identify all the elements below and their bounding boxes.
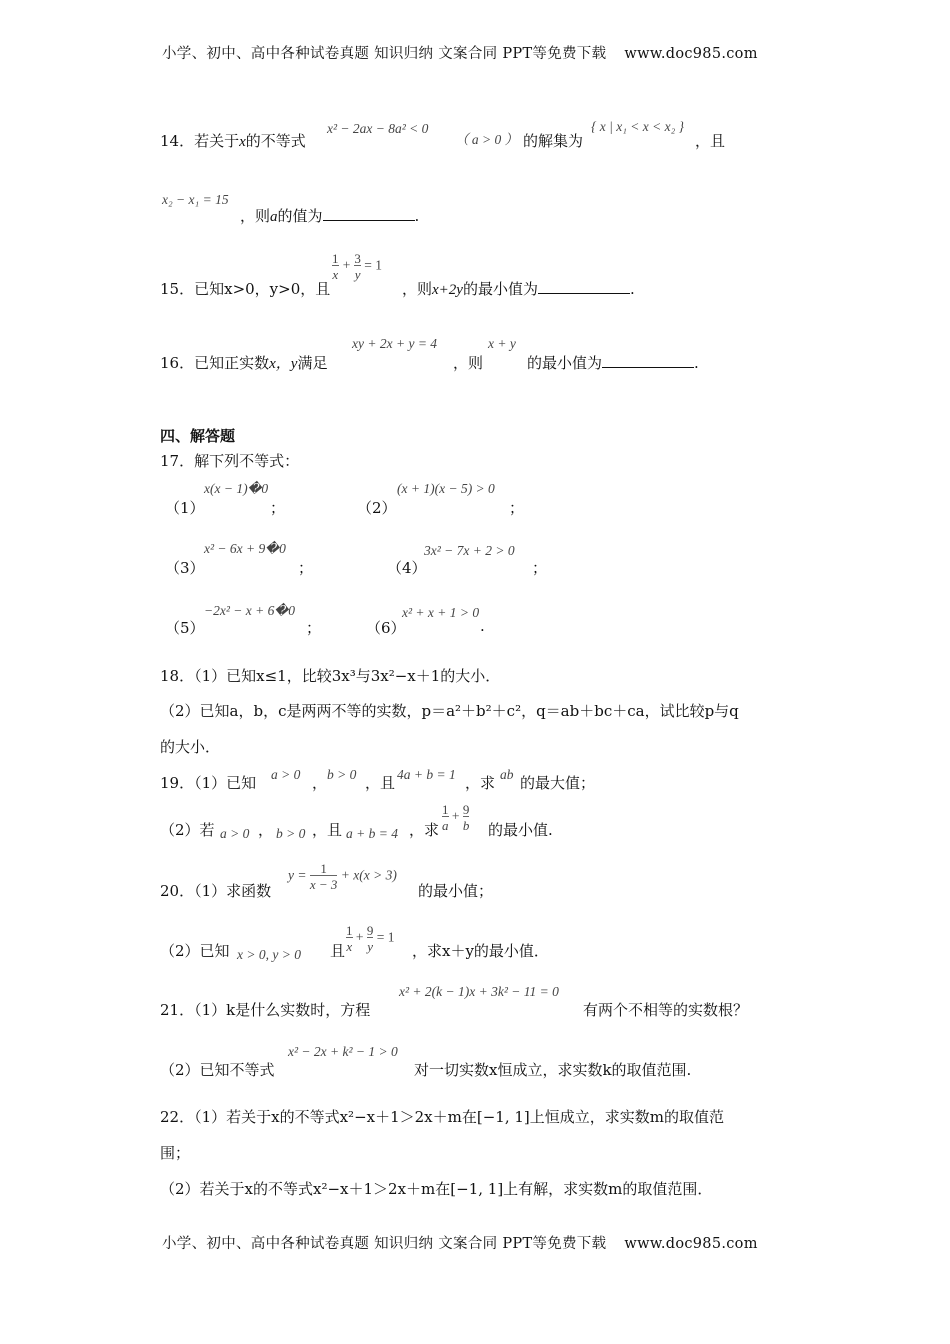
q19-d2: b > 0 <box>276 826 306 841</box>
q21-part2-end: 对一切实数x恒成立，求实数k的取值范围. <box>414 1061 692 1079</box>
question-16 <box>160 352 327 373</box>
page-footer <box>162 1232 758 1253</box>
q15-text: 的最小值为 <box>462 280 538 298</box>
q19-part1-start: 19．（1）已知 <box>160 774 257 792</box>
q14-inequality: x² − 2ax − 8a² < 0 <box>327 121 429 136</box>
q20-f-den: x − 3 <box>309 877 338 892</box>
q20-fraction-eq: $\frac{1}{x}$ + $\frac{9}{y}$ = 1 <box>346 923 395 954</box>
q20-part2-end: ，求x＋y的最小值． <box>412 942 549 960</box>
q15-eq: = 1 <box>364 257 382 273</box>
q17-item-3-expr: x² − 6x + 9�0 <box>204 541 286 556</box>
q14-answer-blank[interactable] <box>323 206 415 221</box>
q19-c1: a > 0 <box>271 767 301 782</box>
q19-d3: a + b = 4 <box>346 826 398 841</box>
q14-text: 若关于 <box>194 132 240 150</box>
question-14-line1 <box>160 130 306 151</box>
q17-item-2-label: （2） <box>357 499 397 517</box>
q20-eq: = 1 <box>376 929 395 945</box>
q20-cond: x > 0, y > 0 <box>237 947 301 962</box>
q16-text: 已知正实数 <box>194 354 270 372</box>
q20-part2-start: （2）已知 <box>160 942 230 960</box>
q15-text: 已知 <box>194 280 225 298</box>
q15-fraction-equation <box>332 252 382 281</box>
header-text: 小学、初中、高中各种试卷真题 知识归纳 文案合同 PPT等免费下载 <box>162 46 607 62</box>
q20-function <box>288 862 397 891</box>
q20-f-num: 1 <box>320 861 327 876</box>
q16-expr: x + y <box>488 336 516 351</box>
q18-part1: 18．（1）已知x≤1，比较3x³与3x²−x＋1的大小． <box>160 667 501 685</box>
q15-text: ，则 <box>402 280 433 298</box>
q16-post: ，则 <box>453 354 484 372</box>
footer-text: 小学、初中、高中各种试卷真题 知识归纳 文案合同 PPT等免费下载 <box>162 1236 607 1252</box>
q14-a-var: a <box>270 209 278 225</box>
q17-item-2-expr: (x + 1)(x − 5) > 0 <box>397 481 495 496</box>
q15-f1-den: x <box>332 267 339 282</box>
q19-and2: ，且 <box>312 821 343 839</box>
q17-item-1-end: ； <box>270 499 286 517</box>
q22-part1-cont: 围； <box>160 1144 191 1162</box>
q17-item-3-end: ； <box>298 559 314 577</box>
q21-part2-start: （2）已知不等式 <box>160 1061 275 1079</box>
q17-item-6-label: （6） <box>366 619 406 637</box>
q21-part1-start: 21．（1）k是什么实数时，方程 <box>160 1001 371 1019</box>
q14-tail: ，且 <box>695 132 726 150</box>
q17-item-4-end: ； <box>532 559 548 577</box>
q15-answer-blank[interactable] <box>538 279 630 294</box>
q17-item-4-expr: 3x² − 7x + 2 > 0 <box>424 543 515 558</box>
q19-c3: 4a + b = 1 <box>397 767 456 782</box>
q15-end: . <box>629 280 635 298</box>
q19-f2-den: b <box>462 818 470 833</box>
q19-comma: ， <box>312 774 328 792</box>
q17-item-1-label: （1） <box>165 499 205 517</box>
question-14-line2 <box>240 205 419 226</box>
q20-rest: + x(x > 3) <box>340 867 397 883</box>
q20-and: 且 <box>330 942 346 960</box>
q21-equation: x² + 2(k − 1)x + 3k² − 11 = 0 <box>399 984 559 999</box>
q20-f2-den: y <box>367 939 374 954</box>
q20-y: y = <box>288 867 307 883</box>
q19-ask: ab <box>500 767 514 782</box>
section-title: 四、解答题 <box>160 427 236 445</box>
q17-item-5-expr: −2x² − x + 6�0 <box>204 603 295 618</box>
q18-part2-cont: 的大小． <box>160 738 221 756</box>
q17-item-6-end: . <box>480 617 485 635</box>
q21-inequality: x² − 2x + k² − 1 > 0 <box>288 1044 398 1059</box>
q14-cond2: x₂ − x₁ = 15 <box>162 192 229 207</box>
q14-text-solution: 的解集为 <box>523 132 584 150</box>
q19-ask2-pre: ，求 <box>409 821 440 839</box>
q14-text: 的值为 <box>277 207 323 225</box>
q19-part1-end: 的最大值； <box>520 774 596 792</box>
q17-item-5-end: ； <box>306 619 322 637</box>
q17-item-2-end: ； <box>509 499 525 517</box>
q14-text: ，则 <box>240 207 271 225</box>
q22-part1: 22．（1）若关于x的不等式x²−x＋1＞2x＋m在[−1, 1]上恒成立，求实数m的取值范 <box>160 1108 724 1126</box>
q15-cond: x>0，y>0，且 <box>224 280 331 298</box>
q14-condition: （ a > 0 ） <box>455 132 519 147</box>
q19-f1-num: 1 <box>442 802 449 817</box>
q19-comma2: ， <box>258 821 274 839</box>
q19-c2: b > 0 <box>327 767 357 782</box>
footer-site[interactable]: www.doc985.com <box>624 1236 758 1252</box>
q20-f2-num: 9 <box>366 923 374 938</box>
q14-set: { x | x₁ < x < x₂ } <box>591 119 685 134</box>
q15-plus: + <box>341 257 351 273</box>
q15-number: 15． <box>160 280 195 298</box>
q16-tail <box>527 352 699 373</box>
q19-d1: a > 0 <box>220 826 250 841</box>
q16-text: 满足 <box>297 354 328 372</box>
q15-tail <box>402 278 635 299</box>
q16-text: 的最小值为 <box>527 354 603 372</box>
q15-expr: x+2y <box>432 282 463 298</box>
q17-item-1-expr: x(x − 1)�0 <box>204 481 269 496</box>
q14-end: . <box>414 207 420 225</box>
q19-fraction-sum: $\frac{1}{a}$ + $\frac{9}{b}$ <box>442 802 470 833</box>
q16-number: 16． <box>160 354 195 372</box>
q19-and: ，且 <box>365 774 396 792</box>
q15-f1-num: 1 <box>332 251 339 266</box>
q19-f2-num: 9 <box>462 802 470 817</box>
q20-f1-den: x <box>346 939 353 954</box>
q20-part1-start: 20．（1）求函数 <box>160 882 272 900</box>
q16-end: . <box>694 354 699 372</box>
q15-f2-den: y <box>354 267 361 282</box>
q15-f2-num: 3 <box>354 251 361 266</box>
q19-ask-pre: ，求 <box>465 774 496 792</box>
q19-f1-den: a <box>442 818 449 833</box>
page-header <box>162 42 758 63</box>
header-site[interactable]: www.doc985.com <box>624 46 758 62</box>
question-15 <box>160 278 330 299</box>
q19-part2-end: 的最小值. <box>488 821 553 839</box>
q16-equation: xy + 2x + y = 4 <box>352 336 438 351</box>
q14-number: 14． <box>160 132 195 150</box>
q20-part1-end: 的最小值； <box>418 882 494 900</box>
q14-var: x <box>239 134 246 150</box>
q17-item-3-label: （3） <box>165 559 205 577</box>
q17-title: 17．解下列不等式： <box>160 452 300 470</box>
q17-item-5-label: （5） <box>165 619 205 637</box>
q19-part2-start: （2）若 <box>160 821 215 839</box>
q17-item-4-label: （4） <box>387 559 427 577</box>
q21-part1-end: 有两个不相等的实数根？ <box>583 1001 749 1019</box>
q18-part2: （2）已知a，b，c是两两不等的实数，p＝a²＋b²＋c²，q＝ab＋bc＋ca，试比较p与q <box>160 702 739 720</box>
q16-answer-blank[interactable] <box>602 353 694 368</box>
q22-part2: （2）若关于x的不等式x²−x＋1＞2x＋m在[−1, 1]上有解，求实数m的取值范围． <box>160 1180 713 1198</box>
q16-vars: x，y <box>269 356 298 372</box>
q20-f1-num: 1 <box>346 923 353 938</box>
q17-item-6-expr: x² + x + 1 > 0 <box>402 605 480 620</box>
q14-text: 的不等式 <box>245 132 306 150</box>
